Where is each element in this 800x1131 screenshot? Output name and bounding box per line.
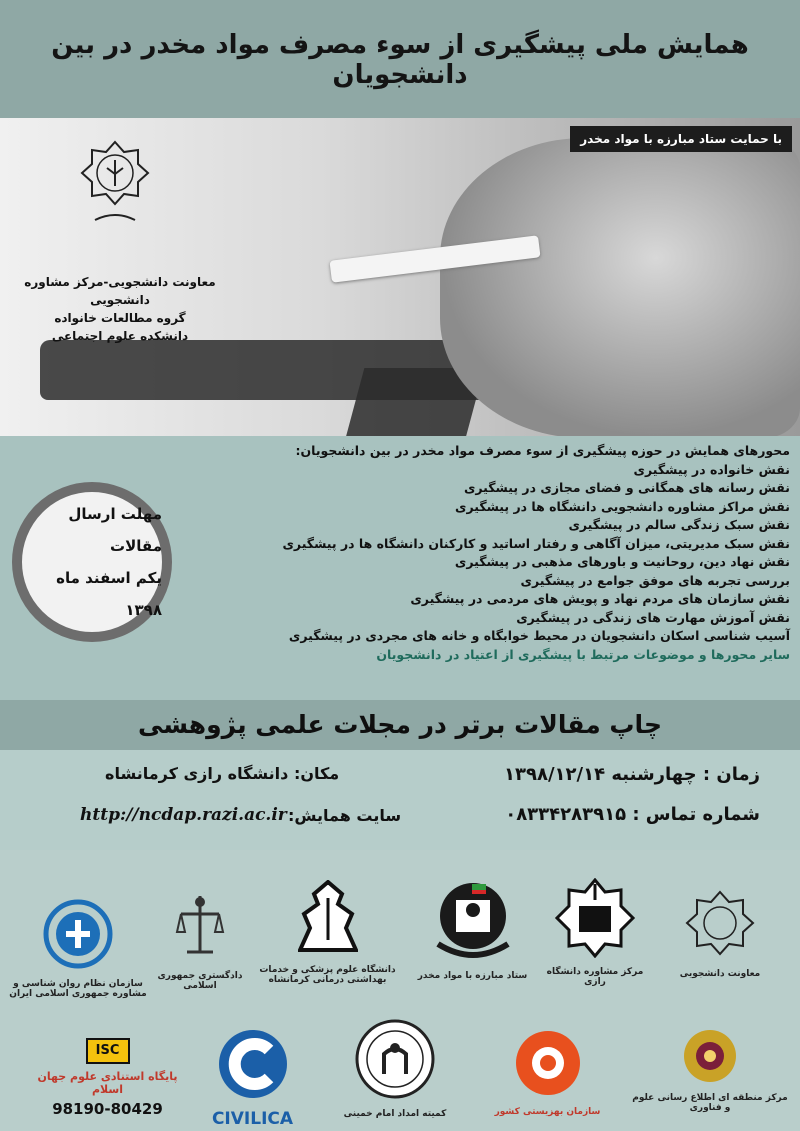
axis-item: بررسی تجربه های موفق جوامع در پیشگیری (520, 572, 790, 588)
logo-judiciary (150, 892, 250, 991)
logo-counseling-center (540, 878, 650, 987)
event-place: مکان: دانشگاه رازی کرمانشاه (105, 764, 340, 783)
anti-narcotics-icon (428, 880, 518, 962)
logo-caption: پایگاه استنادی علوم جهان اسلام (37, 1070, 178, 1096)
sponsor-logos (0, 850, 800, 1131)
axis-item: آسیب شناسی اسکان دانشجویان در محیط خوابگاه و خانه های مجردی در پیشگیری (288, 628, 790, 643)
ricest-flower-icon (682, 1028, 738, 1084)
org-line: معاونت دانشجویی-مرکز مشاوره دانشجویی (24, 275, 216, 307)
logo-relief-committee (330, 1018, 460, 1119)
axis-item: نقش سبک مدیریتی، میزان آگاهی و رفتار اساتید و کارکنان دانشگاه ها در پیشگیری (282, 535, 790, 551)
logo-caption: کمیته امداد امام خمینی (343, 1109, 447, 1119)
isc-phone: 98190-80429 (52, 1100, 163, 1118)
conference-axes (0, 436, 800, 700)
org-line: دانشکده علوم اجتماعی (51, 329, 189, 343)
deadline-line1: مهلت ارسال مقالات (68, 505, 162, 555)
site-url[interactable]: http://ncdap.razi.ac.ir (80, 805, 287, 825)
relief-committee-icon (354, 1018, 436, 1100)
header-bar (0, 0, 800, 118)
logo-isc (30, 1038, 185, 1118)
logo-caption: مرکز منطقه ای اطلاع رسانی علوم و فناوری (632, 1093, 788, 1113)
psychology-org-icon (42, 898, 114, 970)
page-title: همایش ملی پیشگیری از سوء مصرف مواد مخدر در بین دانشجویان (51, 30, 749, 90)
logo-ricest (630, 1028, 790, 1113)
isc-badge-icon: ISC (86, 1038, 130, 1064)
welfare-sun-icon (513, 1028, 583, 1098)
deadline-line2: یکم اسفند ماه ۱۳۹۸ (56, 569, 162, 619)
medical-university-icon (298, 880, 358, 956)
logo-caption: مرکز مشاوره دانشگاه رازی (546, 967, 644, 987)
deadline-circle (12, 482, 172, 642)
axis-item: نقش مراکز مشاوره دانشجویی دانشگاه ها در پیشگیری (454, 498, 790, 514)
logo-medical-university (250, 880, 405, 985)
axis-item: نقش خانواده در پیشگیری (633, 461, 790, 477)
logo-caption: ستاد مبارزه با مواد مخدر (417, 971, 528, 981)
axis-item: نقش نهاد دین، روحانیت و باورهای مذهبی در پیشگیری (454, 554, 790, 569)
logo-psychology-org (8, 898, 148, 999)
logo-student-affairs (660, 890, 780, 979)
razi-university-logo-icon (80, 140, 150, 240)
counseling-star-icon (555, 878, 635, 958)
civilica-c-icon (211, 1028, 295, 1100)
publish-banner (0, 700, 800, 750)
contact-phone: شماره تماس : ۰۸۳۳۴۲۸۳۹۱۵ (505, 804, 760, 825)
axes-list (190, 442, 790, 664)
axis-other: سایر محورها و موضوعات مرتبط با پیشگیری از اعتیاد در دانشجویان (376, 646, 790, 662)
axis-item: نقش سبک زندگی سالم در پیشگیری (568, 517, 790, 532)
event-time: زمان : چهارشنبه ۱۳۹۸/۱۲/۱۴ (504, 764, 760, 785)
razi-star-icon (685, 890, 755, 960)
logo-caption: معاونت دانشجویی (679, 969, 761, 979)
axis-item: نقش رسانه های همگانی و فضای مجازی در پیشگیری (463, 480, 790, 495)
scales-of-justice-icon (175, 892, 225, 962)
logo-anti-narcotics (410, 880, 535, 981)
logo-caption: سازمان بهزیستی کشور (494, 1107, 601, 1117)
logo-welfare (485, 1028, 610, 1117)
axis-item: نقش سازمان های مردم نهاد و پویش های مردمی در پیشگیری (410, 591, 790, 606)
axis-item: نقش آموزش مهارت های زندگی در پیشگیری (516, 609, 790, 625)
site-label: سایت همایش: (288, 806, 402, 825)
logo-caption: دادگستری جمهوری اسلامی (157, 971, 243, 991)
logo-caption: CIVILICA (211, 1109, 294, 1129)
axes-intro: محورهای همایش در حوزه پیشگیری از سوء مصرف مواد مخدر در بین دانشجویان: (295, 443, 790, 458)
logo-civilica (195, 1028, 310, 1129)
support-badge: با حمایت ستاد مبارزه با مواد مخدر (570, 126, 792, 152)
publish-text: چاپ مقالات برتر در مجلات علمی پژوهشی (138, 710, 662, 739)
logo-caption: سازمان نظام روان شناسی و مشاوره جمهوری اسلامی ایران (9, 979, 147, 999)
org-line: گروه مطالعات خانواده (54, 311, 186, 325)
hero-photo (0, 118, 800, 436)
organizer-lines (10, 273, 230, 345)
hand-image (440, 138, 800, 436)
logo-caption: دانشگاه علوم پزشکی و خدمات بهداشتی درمانی کرمانشاه (259, 965, 396, 985)
event-info (0, 750, 800, 850)
